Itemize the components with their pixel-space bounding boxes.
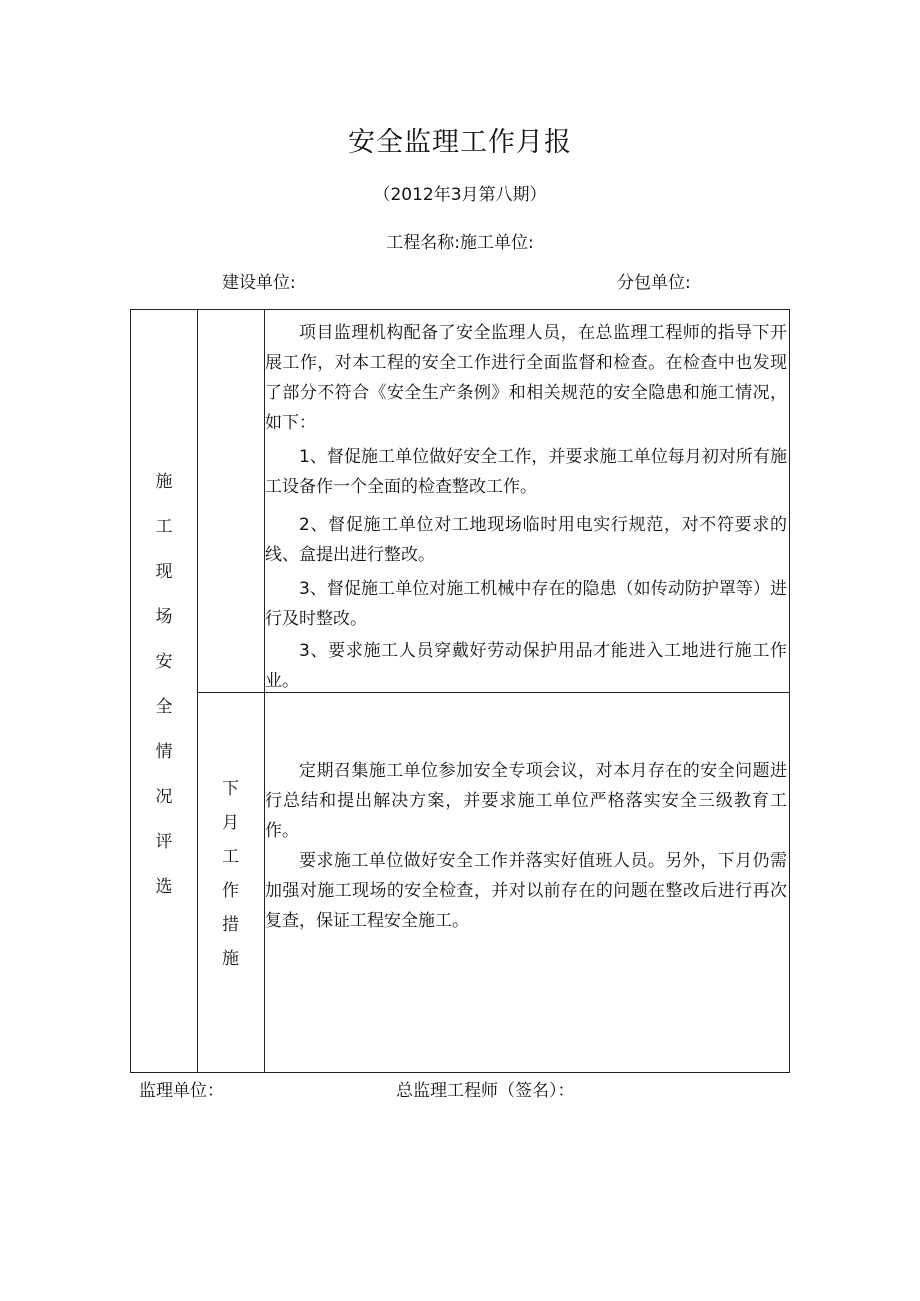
paragraph: 定期召集施工单位参加安全专项会议，对本月存在的安全问题进行总结和提出解决方案，并要求施工单位严格落实安全三级教育工作。 bbox=[265, 761, 787, 841]
current-month-content bbox=[265, 318, 787, 696]
paragraph: 1、督促施工单位做好安全工作，并要求施工单位每月初对所有施工设备作一个全面的检查整改工作。 bbox=[265, 447, 787, 497]
heading-char: 场 bbox=[155, 607, 173, 627]
heading-char: 作 bbox=[222, 881, 239, 901]
heading-char: 全 bbox=[155, 697, 173, 717]
next-month-measures-heading bbox=[197, 772, 264, 976]
paragraph: 3、督促施工单位对施工机械中存在的隐患（如传动防护罩等）进行及时整改。 bbox=[265, 579, 787, 629]
heading-char: 下 bbox=[222, 779, 239, 799]
heading-char: 月 bbox=[222, 813, 239, 833]
subcontractor-unit-label: 分包单位: bbox=[617, 273, 691, 293]
heading-char: 施 bbox=[155, 472, 173, 492]
heading-char: 工 bbox=[222, 847, 239, 867]
heading-char: 措 bbox=[222, 915, 239, 935]
paragraph: 2、督促施工单位对工地现场临时用电实行规范，对不符要求的线、盒提出进行整改。 bbox=[265, 515, 787, 565]
heading-char: 选 bbox=[155, 877, 173, 897]
chief-engineer-signature-label: 总监理工程师（签名）： bbox=[396, 1081, 575, 1101]
client-unit-label: 建设单位: bbox=[222, 273, 296, 293]
heading-char: 情 bbox=[155, 742, 173, 762]
supervisor-unit-label: 监理单位： bbox=[139, 1081, 224, 1101]
paragraph: 项目监理机构配备了安全监理人员，在总监理工程师的指导下开展工作，对本工程的安全工作进行全面监督和检查。在检查中也发现了部分不符合《安全生产条例》和相关规范的安全隐患和施工情况，如下： bbox=[265, 323, 787, 433]
report-table bbox=[130, 309, 790, 1073]
heading-char: 工 bbox=[155, 517, 173, 537]
site-safety-heading bbox=[131, 460, 197, 910]
heading-char: 施 bbox=[222, 949, 239, 969]
heading-char: 安 bbox=[155, 652, 173, 672]
heading-char: 况 bbox=[155, 787, 173, 807]
next-month-content bbox=[265, 756, 787, 936]
report-title: 安全监理工作月报 bbox=[348, 127, 572, 158]
paragraph: 要求施工单位做好安全工作并落实好值班人员。另外，下月仍需加强对施工现场的安全检查，并对以前存在的问题在整改后进行再次复查，保证工程安全施工。 bbox=[265, 851, 787, 931]
report-period: （2012年3月第八期） bbox=[373, 185, 547, 205]
project-name-line: 工程名称:施工单位: bbox=[386, 233, 534, 253]
heading-char: 评 bbox=[155, 832, 173, 852]
paragraph: 3、要求施工人员穿戴好劳动保护用品才能进入工地进行施工作业。 bbox=[265, 641, 787, 691]
heading-char: 现 bbox=[155, 562, 173, 582]
